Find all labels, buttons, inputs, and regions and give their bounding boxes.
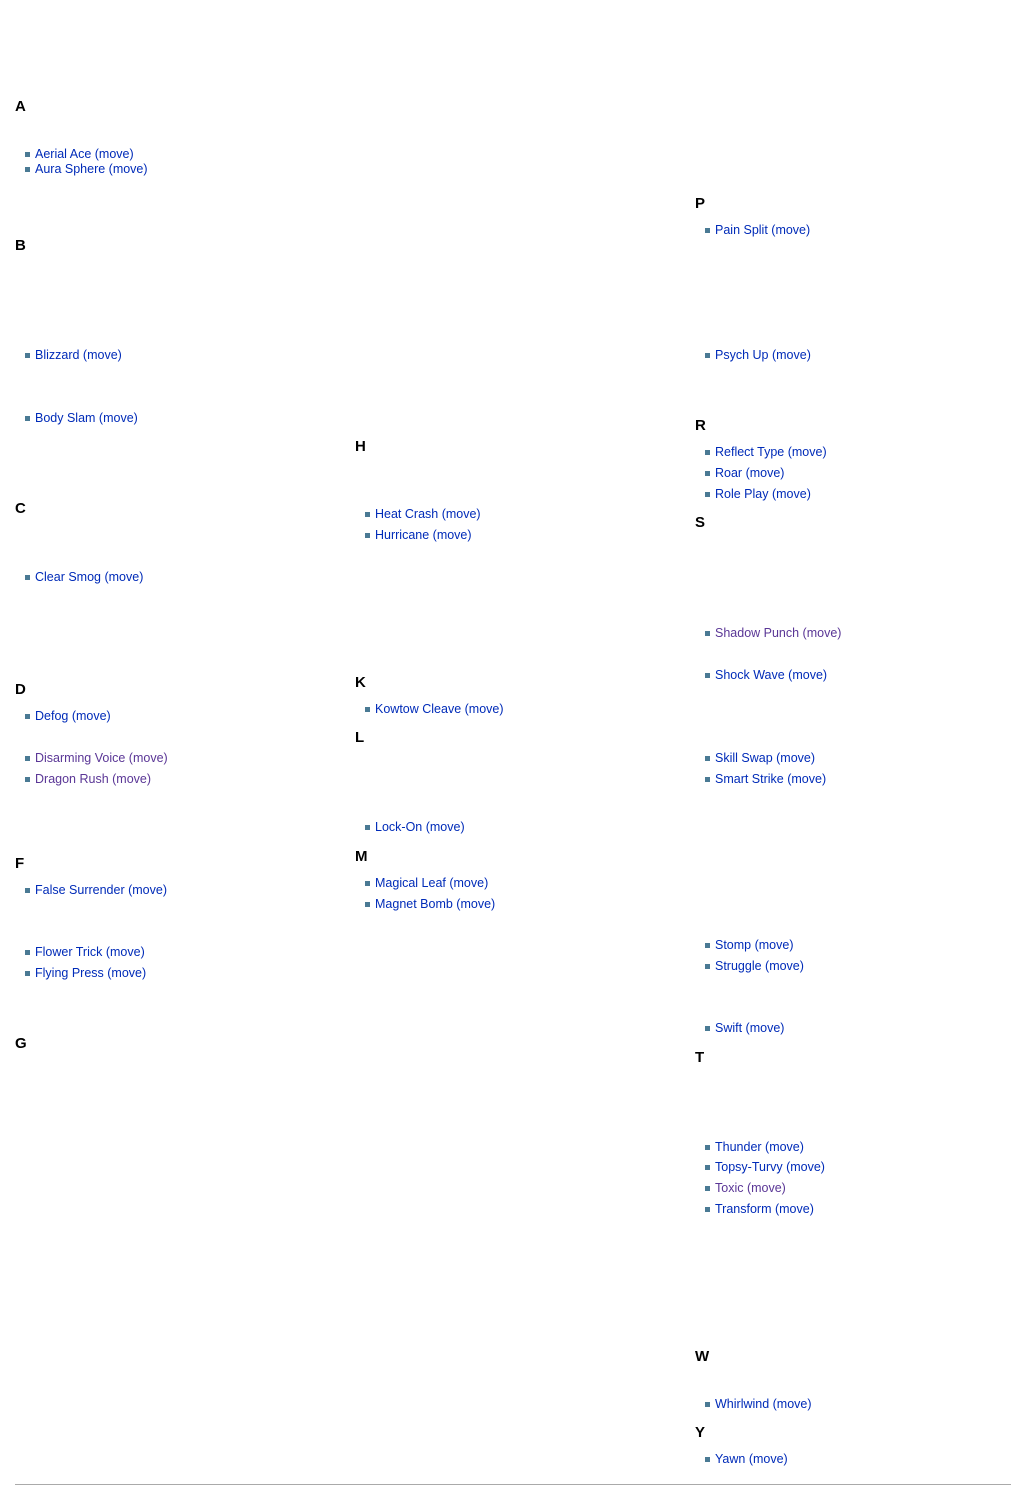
bullet-icon xyxy=(705,1165,710,1170)
link-yawn[interactable]: Yawn (move) xyxy=(715,1452,788,1466)
bullet-icon xyxy=(705,1145,710,1150)
bullet-icon xyxy=(705,777,710,782)
link-magnet-bomb[interactable]: Magnet Bomb (move) xyxy=(375,897,496,911)
section-heading-g: G xyxy=(15,1035,27,1052)
list-item-reflect-type[interactable] xyxy=(705,444,827,460)
section-heading-f: F xyxy=(15,855,25,872)
link-stomp[interactable]: Stomp (move) xyxy=(715,938,794,952)
link-smart-strike[interactable]: Smart Strike (move) xyxy=(715,772,827,786)
link-swift[interactable]: Swift (move) xyxy=(715,1021,785,1035)
list-item-hurricane[interactable] xyxy=(365,527,472,543)
bullet-icon xyxy=(25,714,30,719)
link-pain-split[interactable]: Pain Split (move) xyxy=(715,223,811,237)
section-heading-c: C xyxy=(15,500,26,517)
list-item-swift[interactable] xyxy=(705,1020,784,1036)
list-item-defog[interactable] xyxy=(25,708,111,724)
bullet-icon xyxy=(25,152,30,157)
list-item-blizzard[interactable] xyxy=(25,347,122,363)
bullet-icon xyxy=(705,1457,710,1462)
bullet-icon xyxy=(705,228,710,233)
link-toxic[interactable]: Toxic (move) xyxy=(715,1181,786,1195)
list-item-magical-leaf[interactable] xyxy=(365,875,488,891)
bullet-icon xyxy=(365,881,370,886)
link-flying-press[interactable]: Flying Press (move) xyxy=(35,966,147,980)
link-skill-swap[interactable]: Skill Swap (move) xyxy=(715,751,816,765)
bullet-icon xyxy=(705,450,710,455)
bullet-icon xyxy=(365,902,370,907)
list-item-skill-swap[interactable] xyxy=(705,750,815,766)
list-item-flower-trick[interactable] xyxy=(25,944,145,960)
list-item-whirlwind[interactable] xyxy=(705,1396,812,1412)
section-heading-l: L xyxy=(355,729,365,746)
link-clear-smog[interactable]: Clear Smog (move) xyxy=(35,570,144,584)
bullet-icon xyxy=(705,943,710,948)
bullet-icon xyxy=(25,167,30,172)
list-item-shadow-punch[interactable] xyxy=(705,625,841,641)
bullet-icon xyxy=(365,512,370,517)
bullet-icon xyxy=(705,1026,710,1031)
section-heading-h: H xyxy=(355,438,366,455)
list-item-thunder[interactable] xyxy=(705,1139,804,1155)
link-aura-sphere[interactable]: Aura Sphere (move) xyxy=(35,162,148,176)
list-item-false-surrender[interactable] xyxy=(25,882,167,898)
section-heading-k: K xyxy=(355,674,366,691)
bullet-icon xyxy=(705,1186,710,1191)
list-item-clear-smog[interactable] xyxy=(25,569,143,585)
bullet-icon xyxy=(705,1402,710,1407)
link-body-slam[interactable]: Body Slam (move) xyxy=(35,411,138,425)
bullet-icon xyxy=(25,950,30,955)
list-item-transform[interactable] xyxy=(705,1201,814,1217)
list-item-magnet-bomb[interactable] xyxy=(365,896,495,912)
section-heading-t: T xyxy=(695,1049,705,1066)
list-item-role-play[interactable] xyxy=(705,486,811,502)
footer-divider xyxy=(15,1484,1011,1485)
list-item-psych-up[interactable] xyxy=(705,347,811,363)
link-flower-trick[interactable]: Flower Trick (move) xyxy=(35,945,145,959)
link-shock-wave[interactable]: Shock Wave (move) xyxy=(715,668,828,682)
list-item-shock-wave[interactable] xyxy=(705,667,827,683)
link-aerial-ace[interactable]: Aerial Ace (move) xyxy=(35,147,134,161)
list-item-yawn[interactable] xyxy=(705,1451,788,1467)
link-dragon-rush[interactable]: Dragon Rush (move) xyxy=(35,772,152,786)
link-transform[interactable]: Transform (move) xyxy=(715,1202,814,1216)
link-roar[interactable]: Roar (move) xyxy=(715,466,785,480)
link-defog[interactable]: Defog (move) xyxy=(35,709,111,723)
section-heading-d: D xyxy=(15,681,26,698)
section-heading-b: B xyxy=(15,237,26,254)
link-kowtow-cleave[interactable]: Kowtow Cleave (move) xyxy=(375,702,504,716)
list-item-dragon-rush[interactable] xyxy=(25,771,151,787)
bullet-icon xyxy=(25,756,30,761)
link-struggle[interactable]: Struggle (move) xyxy=(715,959,804,973)
list-item-body-slam[interactable] xyxy=(25,410,138,426)
list-item-pain-split[interactable] xyxy=(705,222,810,238)
section-heading-r: R xyxy=(695,417,706,434)
section-heading-p: P xyxy=(695,195,706,212)
bullet-icon xyxy=(25,888,30,893)
bullet-icon xyxy=(25,353,30,358)
list-item-smart-strike[interactable] xyxy=(705,771,826,787)
list-item-stomp[interactable] xyxy=(705,937,794,953)
link-hurricane[interactable]: Hurricane (move) xyxy=(375,528,472,542)
section-heading-m: M xyxy=(355,848,368,865)
list-item-struggle[interactable] xyxy=(705,958,804,974)
section-heading-s: S xyxy=(695,514,706,531)
list-item-heat-crash[interactable] xyxy=(365,506,481,522)
bullet-icon xyxy=(705,353,710,358)
bullet-icon xyxy=(25,777,30,782)
link-shadow-punch[interactable]: Shadow Punch (move) xyxy=(715,626,842,640)
bullet-icon xyxy=(25,416,30,421)
bullet-icon xyxy=(365,707,370,712)
link-reflect-type[interactable]: Reflect Type (move) xyxy=(715,445,827,459)
link-blizzard[interactable]: Blizzard (move) xyxy=(35,348,122,362)
link-false-surrender[interactable]: False Surrender (move) xyxy=(35,883,167,897)
section-heading-a: A xyxy=(15,98,26,115)
bullet-icon xyxy=(705,492,710,497)
list-item-kowtow-cleave[interactable] xyxy=(365,701,504,717)
link-whirlwind[interactable]: Whirlwind (move) xyxy=(715,1397,812,1411)
bullet-icon xyxy=(705,964,710,969)
bullet-icon xyxy=(365,825,370,830)
list-item-aerial-ace[interactable] xyxy=(25,146,134,162)
bullet-icon xyxy=(705,1207,710,1212)
list-item-roar[interactable] xyxy=(705,465,784,481)
bullet-icon xyxy=(705,471,710,476)
list-item-aura-sphere[interactable] xyxy=(25,161,148,177)
bullet-icon xyxy=(705,673,710,678)
link-disarming-voice[interactable]: Disarming Voice (move) xyxy=(35,751,168,765)
link-psych-up[interactable]: Psych Up (move) xyxy=(715,348,811,362)
bullet-icon xyxy=(705,756,710,761)
list-item-disarming-voice[interactable] xyxy=(25,750,168,766)
bullet-icon xyxy=(25,575,30,580)
list-item-flying-press[interactable] xyxy=(25,965,146,981)
link-heat-crash[interactable]: Heat Crash (move) xyxy=(375,507,481,521)
list-item-lock-on[interactable] xyxy=(365,819,465,835)
section-heading-w: W xyxy=(695,1348,710,1365)
bullet-icon xyxy=(705,631,710,636)
bullet-icon xyxy=(25,971,30,976)
link-magical-leaf[interactable]: Magical Leaf (move) xyxy=(375,876,489,890)
link-topsy-turvy[interactable]: Topsy-Turvy (move) xyxy=(715,1160,825,1174)
link-lock-on[interactable]: Lock-On (move) xyxy=(375,820,465,834)
link-role-play[interactable]: Role Play (move) xyxy=(715,487,811,501)
section-heading-y: Y xyxy=(695,1424,706,1441)
list-item-toxic[interactable] xyxy=(705,1180,786,1196)
link-thunder[interactable]: Thunder (move) xyxy=(715,1140,804,1154)
bullet-icon xyxy=(365,533,370,538)
list-item-topsy-turvy[interactable] xyxy=(705,1159,825,1175)
